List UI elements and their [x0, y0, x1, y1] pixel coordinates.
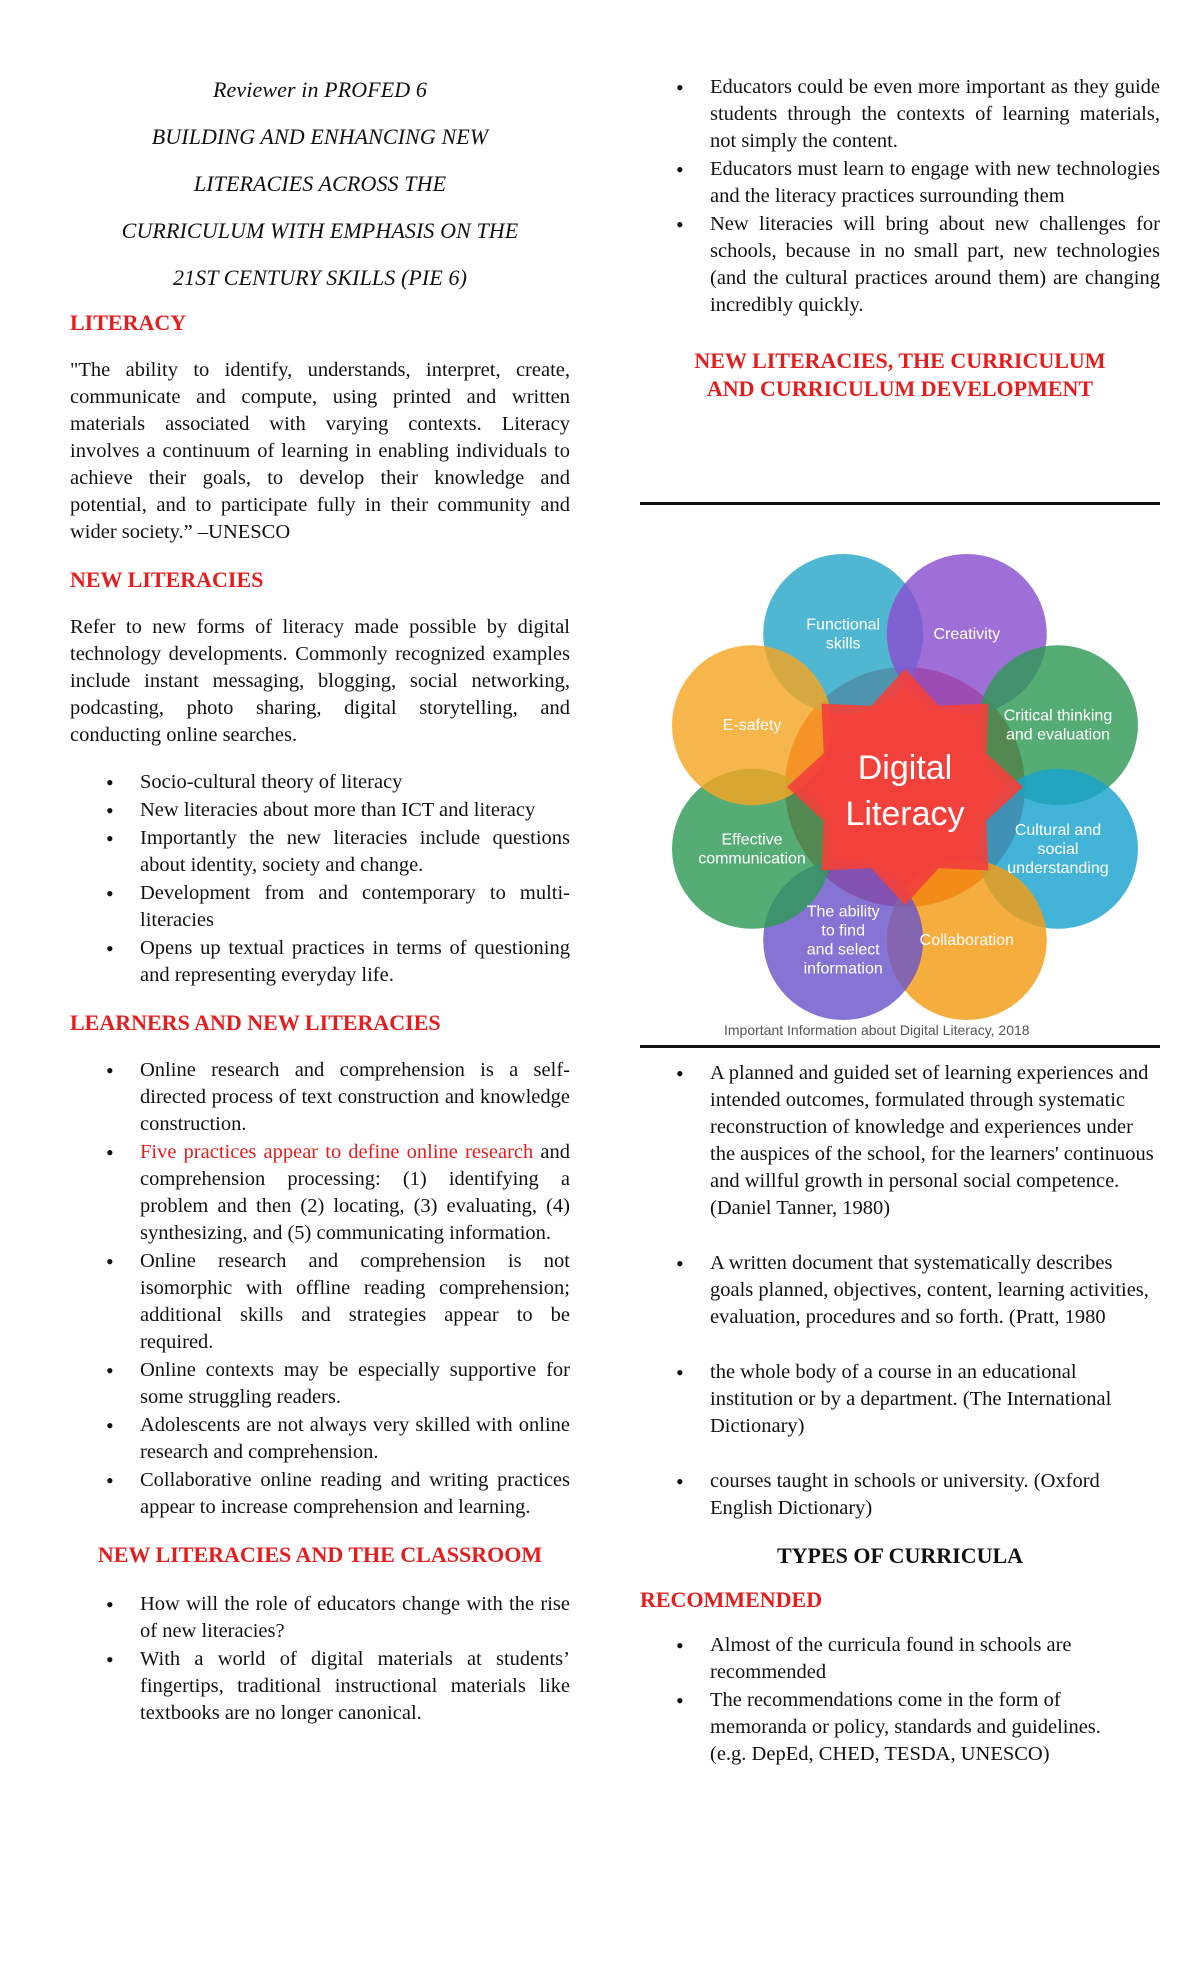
classroom-heading: NEW LITERACIES AND THE CLASSROOM	[97, 1542, 543, 1567]
petal-label: to find	[821, 922, 865, 940]
literacy-heading: LITERACY	[70, 310, 187, 335]
classroom-list-left	[70, 1591, 570, 1727]
curriculum-heading: NEW LITERACIES, THE CURRICULUM AND CURRICULUM DEVELOPMENT	[694, 348, 1106, 401]
left-column	[70, 66, 570, 1747]
list-item: • Educators could be even more important as they guide students through the contexts of learning materials, not simply the content.	[710, 74, 1160, 155]
petal-label: and select	[806, 941, 880, 959]
figure-caption: Important Information about Digital Literacy, 2018	[724, 1022, 1030, 1038]
divider	[640, 1045, 1160, 1048]
digital-literacy-diagram	[640, 502, 1160, 1022]
new-literacies-definition: Refer to new forms of literacy made possible by digital technology developments. Commonly recognized examples include instant messaging, blogging, social networking, podcasting, photo sharing, digital storytelling, and conducting online searches.	[70, 616, 570, 746]
title-line: LITERACIES ACROSS THE	[193, 171, 447, 196]
literacy-definition: "The ability to identify, understands, interpret, create, communicate and compute, using printed and written materials associated with varying contexts. Literacy involves a continuum of learning in enabling individuals to achieve their goals, to develop their knowledge and potential, and to participate fully in their community and wider society.” –UNESCO	[70, 359, 570, 543]
recommended-example: (e.g. DepEd, CHED, TESDA, UNESCO)	[710, 1743, 1050, 1765]
petal-label: Collaboration	[919, 931, 1014, 949]
title-line: BUILDING AND ENHANCING NEW	[151, 124, 489, 149]
title-line: 21ST CENTURY SKILLS (PIE 6)	[172, 265, 468, 290]
petal-label: The ability	[806, 903, 880, 921]
list-item: • New literacies about more than ICT and literacy	[140, 797, 570, 824]
petal-label: social	[1037, 840, 1079, 858]
petal-label: communication	[698, 850, 806, 868]
document-title	[70, 66, 570, 301]
list-item: • The recommendations come in the form of memoranda or policy, standards and guidelines.	[710, 1687, 1160, 1741]
divider	[640, 502, 1160, 505]
petal-label: and evaluation	[1005, 726, 1111, 744]
list-item-text: and comprehension processing: (1) identifying a problem and then (2) locating, (3) evaluating, (4) synthesizing, and (5) communicating information.	[140, 1141, 570, 1244]
right-column-bottom	[640, 1060, 1160, 1768]
petal-label: understanding	[1007, 859, 1109, 877]
list-item: • Development from and contemporary to multi-literacies	[140, 880, 570, 934]
list-item: • Online research and comprehension is a self-directed process of text construction and knowledge construction.	[140, 1057, 570, 1138]
petal-label: Functional	[806, 616, 881, 634]
petal-label: Creativity	[933, 626, 1001, 644]
recommended-heading: RECOMMENDED	[640, 1587, 823, 1612]
list-item: • Importantly the new literacies include questions about identity, society and change.	[140, 825, 570, 879]
list-item: • courses taught in schools or university. (Oxford English Dictionary)	[710, 1468, 1160, 1522]
digital-literacy-figure	[640, 502, 1160, 1048]
learners-heading: LEARNERS AND NEW LITERACIES	[70, 1010, 441, 1035]
list-item: • With a world of digital materials at students’ fingertips, traditional instructional materials like textbooks are no longer canonical.	[140, 1646, 570, 1727]
highlighted-text: Five practices appear to define online research	[140, 1141, 534, 1163]
classroom-list-right	[640, 74, 1160, 319]
list-item: • Socio-cultural theory of literacy	[140, 769, 570, 796]
recommended-list	[640, 1632, 1160, 1741]
center-label: Digital	[857, 749, 953, 787]
title-line: CURRICULUM WITH EMPHASIS ON THE	[121, 218, 519, 243]
petal-label: Critical thinking	[1003, 707, 1113, 725]
title-line: Reviewer in PROFED 6	[213, 77, 427, 102]
list-item: • Online contexts may be especially supportive for some struggling readers.	[140, 1357, 570, 1411]
list-item: • Educators must learn to engage with new technologies and the literacy practices surrounding them	[710, 156, 1160, 210]
new-literacies-list	[70, 769, 570, 989]
right-column-top	[640, 74, 1160, 423]
types-heading: TYPES OF CURRICULA	[776, 1543, 1024, 1568]
new-literacies-heading: NEW LITERACIES	[70, 567, 264, 592]
list-item	[140, 1139, 570, 1247]
curriculum-definitions	[640, 1060, 1160, 1522]
list-item: • How will the role of educators change with the rise of new literacies?	[140, 1591, 570, 1645]
list-item: • A planned and guided set of learning experiences and intended outcomes, formulated through systematic reconstruction of knowledge and experiences under the auspices of the school, for the learners' continuous and willful growth in personal social competence. (Daniel Tanner, 1980)	[710, 1060, 1160, 1222]
petal-label: skills	[825, 635, 861, 653]
petal-label: Effective	[721, 831, 783, 849]
learners-list	[70, 1057, 570, 1521]
center-star	[787, 669, 1023, 905]
list-item: • A written document that systematically describes goals planned, objectives, content, learning activities, evaluation, procedures and so forth. (Pratt, 1980	[710, 1250, 1160, 1331]
list-item: • the whole body of a course in an educational institution or by a department. (The International Dictionary)	[710, 1359, 1160, 1440]
center-label: Literacy	[845, 795, 965, 833]
list-item: • Opens up textual practices in terms of questioning and representing everyday life.	[140, 935, 570, 989]
list-item: • Adolescents are not always very skilled with online research and comprehension.	[140, 1412, 570, 1466]
petal-label: Cultural and	[1014, 821, 1102, 839]
petal-label: E-safety	[722, 717, 782, 735]
list-item: • Almost of the curricula found in schools are recommended	[710, 1632, 1160, 1686]
petal-label: information	[803, 960, 883, 978]
list-item: • New literacies will bring about new challenges for schools, because in no small part, new technologies (and the cultural practices around them) are changing incredibly quickly.	[710, 211, 1160, 319]
list-item: • Collaborative online reading and writing practices appear to increase comprehension and learning.	[140, 1467, 570, 1521]
list-item: • Online research and comprehension is not isomorphic with offline reading comprehension; additional skills and strategies appear to be required.	[140, 1248, 570, 1356]
